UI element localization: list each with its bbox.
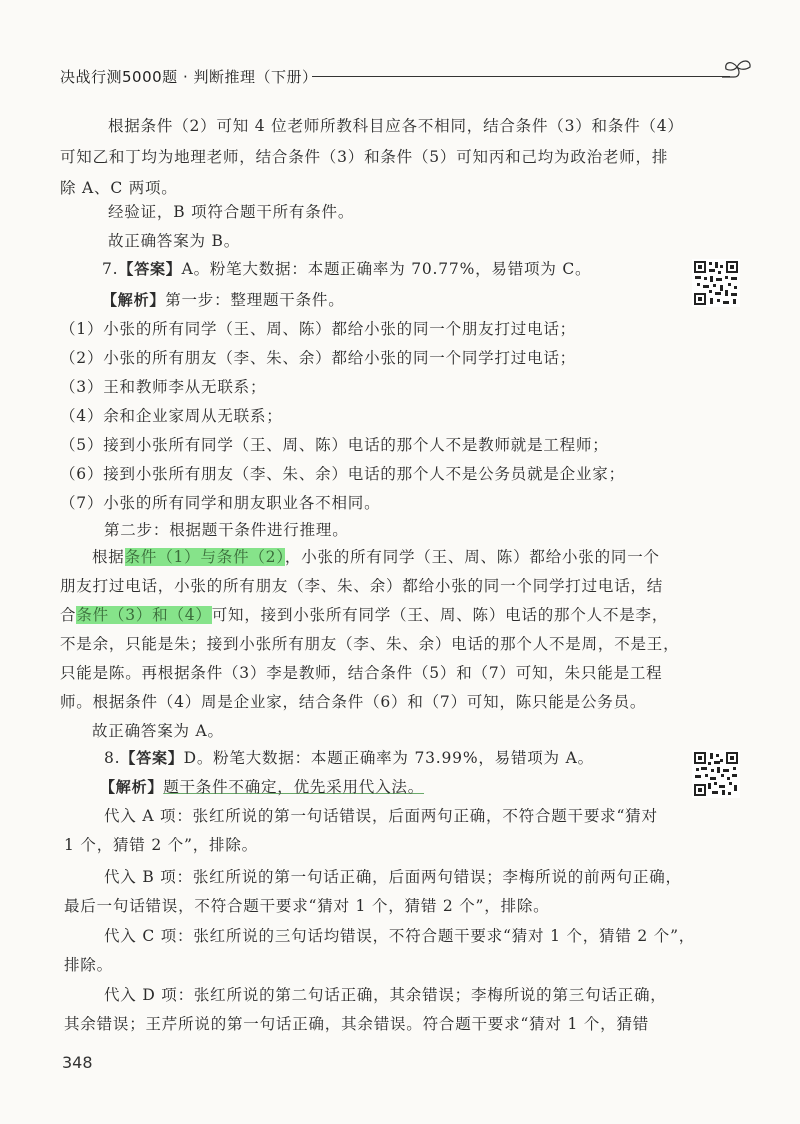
step-heading: 第二步：根据题干条件进行推理。 bbox=[104, 521, 349, 539]
analysis-text: 题干条件不确定，优先采用代入法。 bbox=[163, 778, 425, 796]
paragraph-line: 可知乙和丁均为地理老师，结合条件（3）和条件（5）可知丙和己均为政治老师，排 bbox=[60, 148, 669, 166]
analysis-tag: 【解析】 bbox=[102, 291, 166, 309]
analysis-tag: 【解析】 bbox=[100, 778, 164, 796]
condition-line: （5）接到小张所有同学（王、周、陈）电话的那个人不是教师就是工程师； bbox=[60, 436, 609, 454]
sprout-icon bbox=[720, 56, 754, 86]
option-line: 其余错误；王芹所说的第一句话正确，其余错误。符合题干要求“猜对 1 个，猜错 bbox=[64, 1015, 650, 1033]
header-rule bbox=[312, 76, 730, 77]
condition-line: （2）小张的所有朋友（李、朱、余）都给小张的同一个同学打过电话； bbox=[60, 349, 576, 367]
paragraph-line: 经验证，B 项符合题干所有条件。 bbox=[108, 203, 355, 221]
reasoning-line: 不是余，只能是朱；接到小张所有朋友（李、朱、余）电话的那个人不是周，不是王， bbox=[60, 635, 680, 653]
condition-line: （7）小张的所有同学和朋友职业各不相同。 bbox=[60, 494, 381, 512]
condition-line: （1）小张的所有同学（王、周、陈）都给小张的同一个朋友打过电话； bbox=[60, 320, 576, 338]
question-7-answer bbox=[102, 254, 714, 285]
reasoning-text: 根据 bbox=[92, 548, 125, 566]
option-line: 最后一句话错误，不符合题干要求“猜对 1 个，猜错 2 个”，排除。 bbox=[64, 897, 550, 915]
reasoning-line: 朋友打过电话，小张的所有朋友（李、朱、余）都给小张的同一个同学打过电话，结 bbox=[60, 577, 664, 595]
answer-text: A。粉笔大数据：本题正确率为 70.77%，易错项为 C。 bbox=[181, 260, 592, 278]
reasoning-text: 合 bbox=[60, 606, 77, 624]
question-8-analysis bbox=[100, 772, 712, 803]
highlighted-text: 条件（1）与条件（2） bbox=[124, 548, 285, 566]
question-7-analysis bbox=[102, 285, 714, 316]
reasoning-text: 可知，接到小张所有同学（王、周、陈）电话的那个人不是李， bbox=[211, 606, 669, 624]
answer-tag: 【答案】 bbox=[120, 749, 184, 767]
question-number: 8. bbox=[104, 749, 121, 767]
highlighted-text: 条件（3）和（4） bbox=[76, 606, 212, 624]
reasoning-line: 师。根据条件（4）周是企业家，结合条件（6）和（7）可知，陈只能是公务员。 bbox=[60, 693, 647, 711]
answer-tag: 【答案】 bbox=[118, 260, 182, 278]
qr-code-icon[interactable] bbox=[692, 750, 740, 798]
condition-line: （3）王和教师李从无联系； bbox=[60, 378, 267, 396]
qr-code-icon[interactable] bbox=[692, 259, 740, 307]
paragraph-line: 故正确答案为 B。 bbox=[108, 232, 241, 250]
condition-line: （4）余和企业家周从无联系； bbox=[60, 407, 283, 425]
question-number: 7. bbox=[102, 260, 119, 278]
option-line: 排除。 bbox=[64, 956, 113, 974]
page-number: 348 bbox=[62, 1053, 93, 1072]
reasoning-text: ，小张的所有同学（王、周、陈）都给小张的同一个 bbox=[284, 548, 660, 566]
reasoning-line: 只能是陈。再根据条件（3）李是教师，结合条件（5）和（7）可知，朱只能是工程 bbox=[60, 664, 663, 682]
reasoning-line bbox=[92, 542, 704, 573]
running-header bbox=[60, 56, 750, 92]
paragraph-line: 除 A、C 两项。 bbox=[60, 179, 178, 197]
option-line: 代入 C 项：张红所说的三句话均错误，不符合题干要求“猜对 1 个，猜错 2 个”， bbox=[104, 927, 696, 945]
option-line: 代入 A 项：张红所说的第一句话错误，后面两句正确，不符合题干要求“猜对 bbox=[104, 807, 658, 825]
analysis-text: 第一步：整理题干条件。 bbox=[165, 291, 345, 309]
answer-text: D。粉笔大数据：本题正确率为 73.99%，易错项为 A。 bbox=[183, 749, 594, 767]
option-line: 1 个，猜错 2 个”，排除。 bbox=[64, 836, 258, 854]
reasoning-line bbox=[60, 600, 672, 631]
paragraph-line: 根据条件（2）可知 4 位老师所教科目应各不相同，结合条件（3）和条件（4） bbox=[108, 117, 684, 135]
reasoning-line: 故正确答案为 A。 bbox=[92, 722, 224, 740]
condition-line: （6）接到小张所有朋友（李、朱、余）电话的那个人不是公务员就是企业家； bbox=[60, 465, 625, 483]
question-8-answer bbox=[104, 743, 716, 774]
header-title: 决战行测5000题 · 判断推理（下册） bbox=[60, 68, 318, 86]
option-line: 代入 D 项：张红所说的第二句话正确，其余错误；李梅所说的第三句话正确， bbox=[104, 986, 667, 1004]
option-line: 代入 B 项：张红所说的第一句话正确，后面两句错误；李梅所说的前两句正确， bbox=[104, 868, 682, 886]
